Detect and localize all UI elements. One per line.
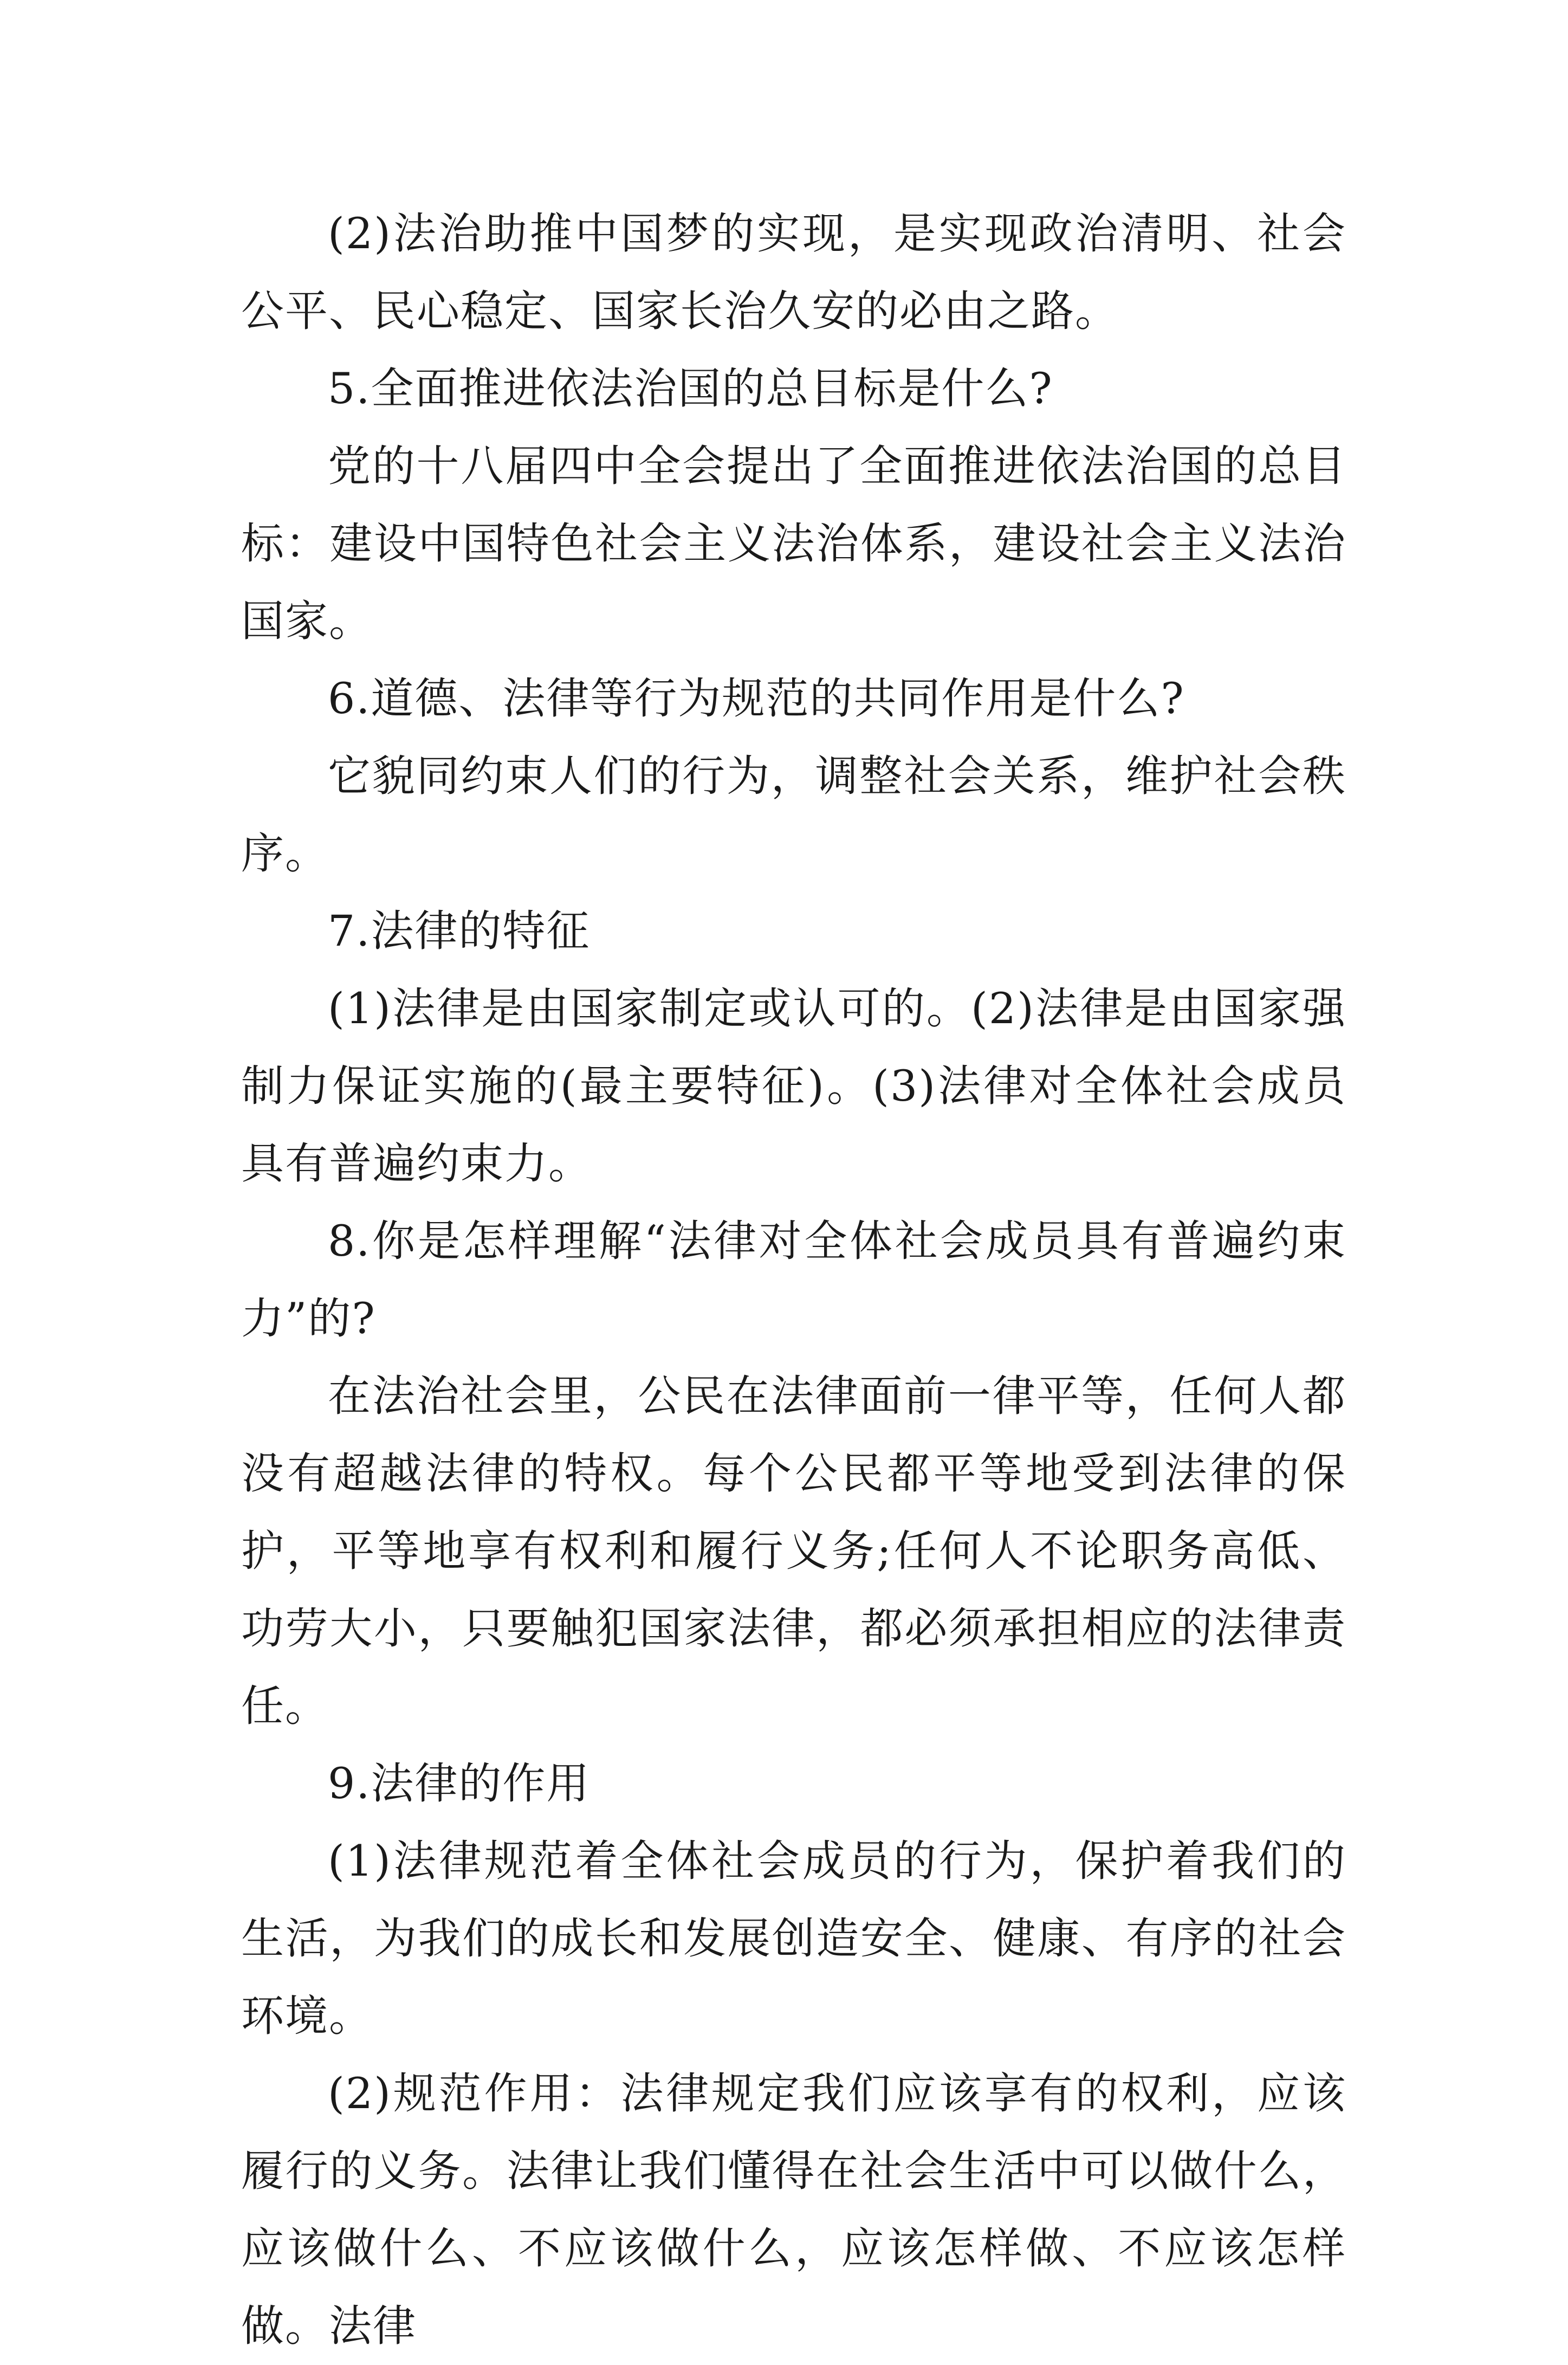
heading-9: 9.法律的作用 [328,1759,591,1808]
answer-9-part-2: (2)规范作用：法律规定我们应该享有的权利，应该履行的义务。法律让我们懂得在社会生活中可以做什么，应该做什么、不应该做什么，应该怎样做、不应该怎样做。法律 [241,2069,1346,2351]
answer-5: 党的十八届四中全会提出了全面推进依法治国的总目标：建设中国特色社会主义法治体系，建设社会主义法治国家。 [241,441,1346,646]
heading-7: 7.法律的特征 [328,906,591,956]
question-5: 5.全面推进依法治国的总目标是什么? [328,364,1053,413]
answer-9-part-1: (1)法律规范着全体社会成员的行为，保护着我们的生活，为我们的成长和发展创造安全、健康、有序的社会环境。 [241,1836,1346,2041]
answer-7: (1)法律是由国家制定或认可的。(2)法律是由国家强制力保证实施的(最主要特征)。(3)法律对全体社会成员具有普遍约束力。 [241,984,1346,1188]
question-6: 6.道德、法律等行为规范的共同作用是什么? [328,674,1185,723]
question-8: 8.你是怎样理解“法律对全体社会成员具有普遍约束力”的? [241,1216,1346,1343]
answer-8: 在法治社会里，公民在法律面前一律平等，任何人都没有超越法律的特权。每个公民都平等地受到法律的保护，平等地享有权利和履行义务;任何人不论职务高低、功劳大小，只要触犯国家法律，都必须承担相应的法律责任。 [241,1371,1346,1731]
answer-6: 它貌同约束人们的行为，调整社会关系，维护社会秩序。 [241,751,1346,878]
paragraph-law-dream: (2)法治助推中国梦的实现，是实现政治清明、社会公平、民心稳定、国家长治久安的必由之路。 [241,209,1346,336]
body-text [241,195,1346,2365]
